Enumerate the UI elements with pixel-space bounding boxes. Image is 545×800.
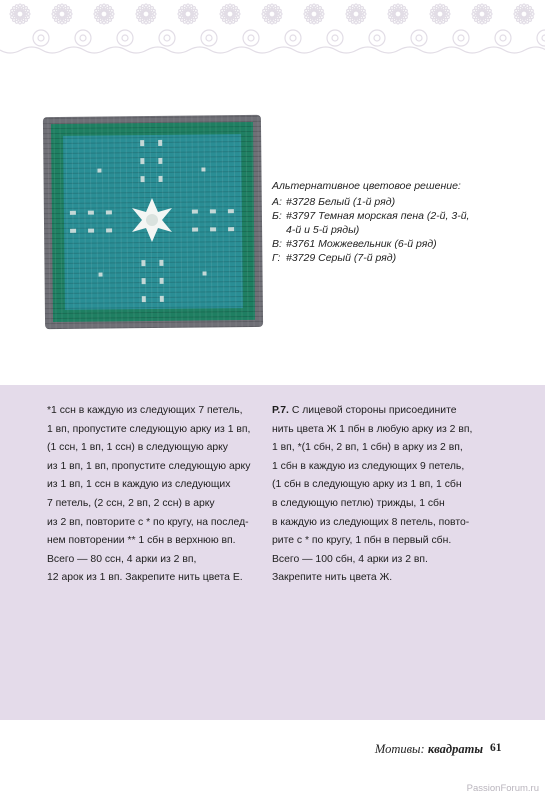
instruction-line: 1 вп, *(1 сбн, 2 вп, 1 сбн) в арку из 2 вп, <box>272 442 463 454</box>
colorway-key: Г: <box>272 252 281 264</box>
instruction-line: в каждую из следующих 8 петель, повто- <box>272 516 470 528</box>
colorway-text: #3728 Белый (1-й ряд) <box>286 196 396 208</box>
crochet-square-photo <box>40 110 270 335</box>
instruction-line: 1 вп, пропустите следующую арку из 1 вп, <box>47 423 251 435</box>
instruction-line: из 1 вп, 1 вп, пропустите следующую арку <box>47 460 251 472</box>
instruction-line: 7 петель, (2 ссн, 2 вп, 2 ссн) в арку <box>47 497 215 509</box>
instruction-line: 1 сбн в каждую из следующих 9 петель, <box>272 460 465 472</box>
colorway-text: #3729 Серый (7-й ряд) <box>286 252 397 264</box>
instructions-column-right <box>272 402 512 588</box>
colorway-key: Б: <box>272 210 282 222</box>
instruction-line-first <box>272 402 512 421</box>
instruction-line: (1 сбн в следующую арку из 1 вп, 1 сбн <box>272 479 462 491</box>
colorway-key: А: <box>272 196 282 208</box>
watermark: PassionForum.ru <box>466 783 539 794</box>
instruction-line: (1 ссн, 1 вп, 1 ссн) в следующую арку <box>47 442 228 454</box>
instructions-column-left <box>47 402 262 588</box>
alt-colorway-title: Альтернативное цветовое решение: <box>272 180 461 192</box>
page-number: 61 <box>490 742 502 754</box>
instruction-line: нем повторении ** 1 сбн в верхнюю вп. <box>47 535 236 547</box>
colorway-item <box>272 209 532 237</box>
alternative-colorway <box>272 179 532 265</box>
instruction-line: в следующую петлю) трижды, 1 сбн <box>272 497 445 509</box>
running-footer <box>375 742 483 757</box>
instruction-line: Всего — 100 сбн, 4 арки из 2 вп. <box>272 553 428 565</box>
instruction-line: *1 ссн в каждую из следующих 7 петель, <box>47 405 243 416</box>
instruction-line: Всего — 80 ссн, 4 арки из 2 вп, <box>47 553 197 565</box>
instruction-text: С лицевой стороны присоедините <box>288 405 457 416</box>
colorway-item <box>272 237 532 251</box>
colorway-key: В: <box>272 238 282 250</box>
instruction-line: нить цвета Ж 1 пбн в любую арку из 2 вп, <box>272 423 473 435</box>
colorway-text: #3761 Можжевельник (6-й ряд) <box>286 238 437 250</box>
instruction-line: из 1 вп, 1 ссн в каждую из следующих <box>47 479 231 491</box>
instruction-line: Закрепите нить цвета Ж. <box>272 572 393 584</box>
footer-section: Мотивы: <box>374 742 425 756</box>
colorway-item <box>272 251 532 265</box>
instruction-line: рите с * по кругу, 1 пбн в первый сбн. <box>272 535 452 547</box>
colorway-item <box>272 195 532 209</box>
footer-topic: квадраты <box>427 742 483 756</box>
lace-header-border <box>0 0 545 58</box>
colorway-text: #3797 Темная морская пена (2-й, 3-й, 4-й и 5-й ряды) <box>286 210 470 236</box>
instruction-line: из 2 вп, повторите с * по кругу, на послед- <box>47 516 249 528</box>
instruction-line: 12 арок из 1 вп. Закрепите нить цвета Е. <box>47 572 243 584</box>
round-heading: Р.7. <box>272 405 289 416</box>
